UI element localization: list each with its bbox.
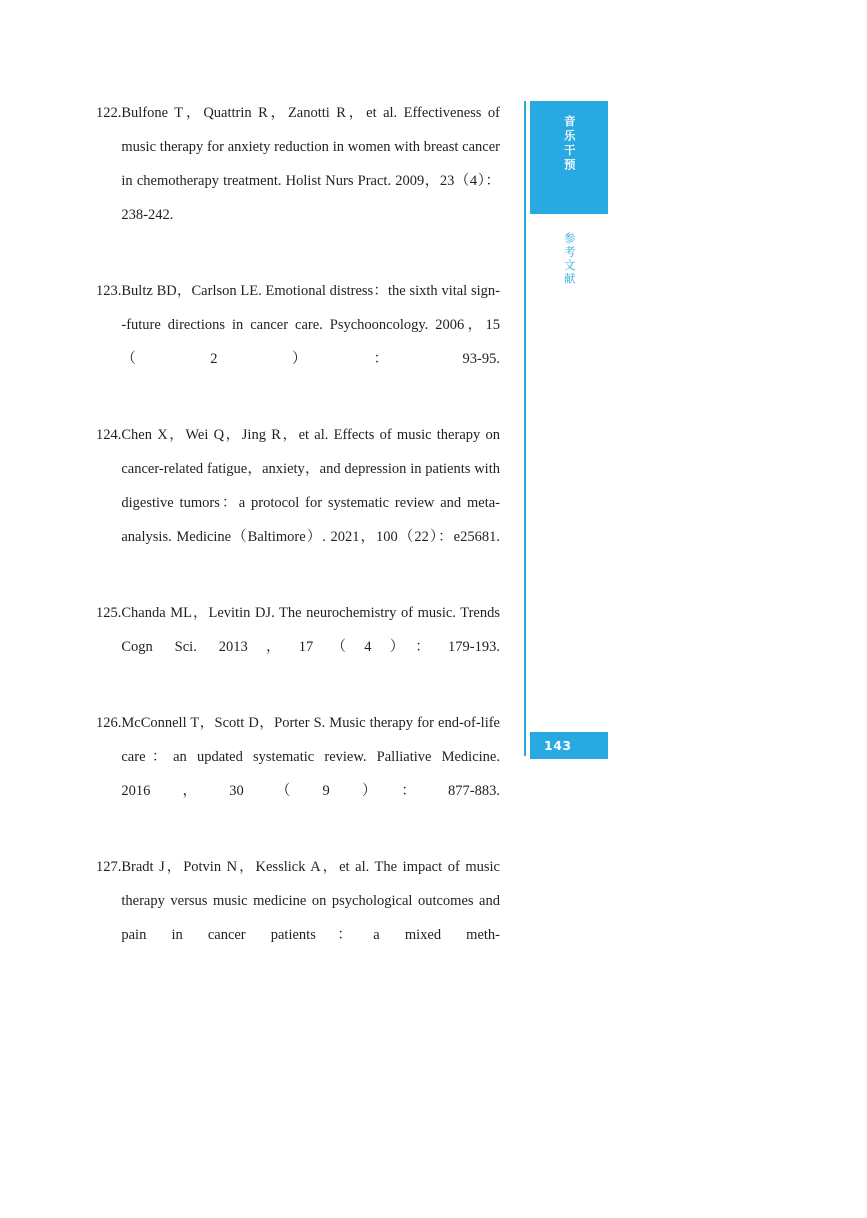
reference-text: Bultz BD，Carlson LE. Emotional distress：the sixth vital sign--future directions in cancer care. Psychooncology. 2006，15（2）：93-95. [121, 283, 500, 367]
reference-list [96, 96, 500, 994]
reference-text: Bulfone T，Quattrin R，Zanotti R，et al. Effectiveness of music therapy for anxiety reduction in women with breast cancer in chemotherapy treatment. Holist Nurs Pract. 2009，23（4）：238-242. [121, 105, 500, 223]
chapter-tab [530, 101, 608, 214]
reference-number: 122. [96, 105, 122, 121]
reference-number: 127. [96, 859, 122, 875]
section-marker [530, 232, 608, 322]
reference-number: 124. [96, 427, 122, 443]
list-item [96, 418, 500, 588]
list-item [96, 850, 500, 986]
section-marker-label: 参考文献 [562, 232, 577, 286]
reference-text: Chen X，Wei Q，Jing R，et al. Effects of music therapy on cancer-related fatigue，anxiety，and depression in patients with digestive tumors：a protocol for systematic review and meta-analysis. Medicine（Baltimore）. 2021，100（22）：e25681. [121, 427, 500, 545]
side-rule-divider [524, 101, 526, 756]
reference-text: Bradt J，Potvin N，Kesslick A，et al. The impact of music therapy versus music medicine on psychological outcomes and pain in cancer patients：a mixed meth- [121, 859, 500, 943]
reference-number: 123. [96, 283, 122, 299]
chapter-tab-label: 音乐干预 [562, 115, 577, 173]
page-number-badge [530, 732, 608, 759]
list-item [96, 274, 500, 410]
reference-number: 126. [96, 715, 122, 731]
page-number: 143 [544, 738, 572, 753]
list-item [96, 596, 500, 698]
list-item [96, 96, 500, 266]
list-item [96, 706, 500, 842]
reference-number: 125. [96, 605, 122, 621]
reference-text: McConnell T，Scott D，Porter S. Music therapy for end-of-life care：an updated systematic review. Palliative Medicine. 2016，30（9）：877-883. [121, 715, 500, 799]
reference-text: Chanda ML，Levitin DJ. The neurochemistry of music. Trends Cogn Sci. 2013，17（4）：179-193. [121, 605, 500, 655]
